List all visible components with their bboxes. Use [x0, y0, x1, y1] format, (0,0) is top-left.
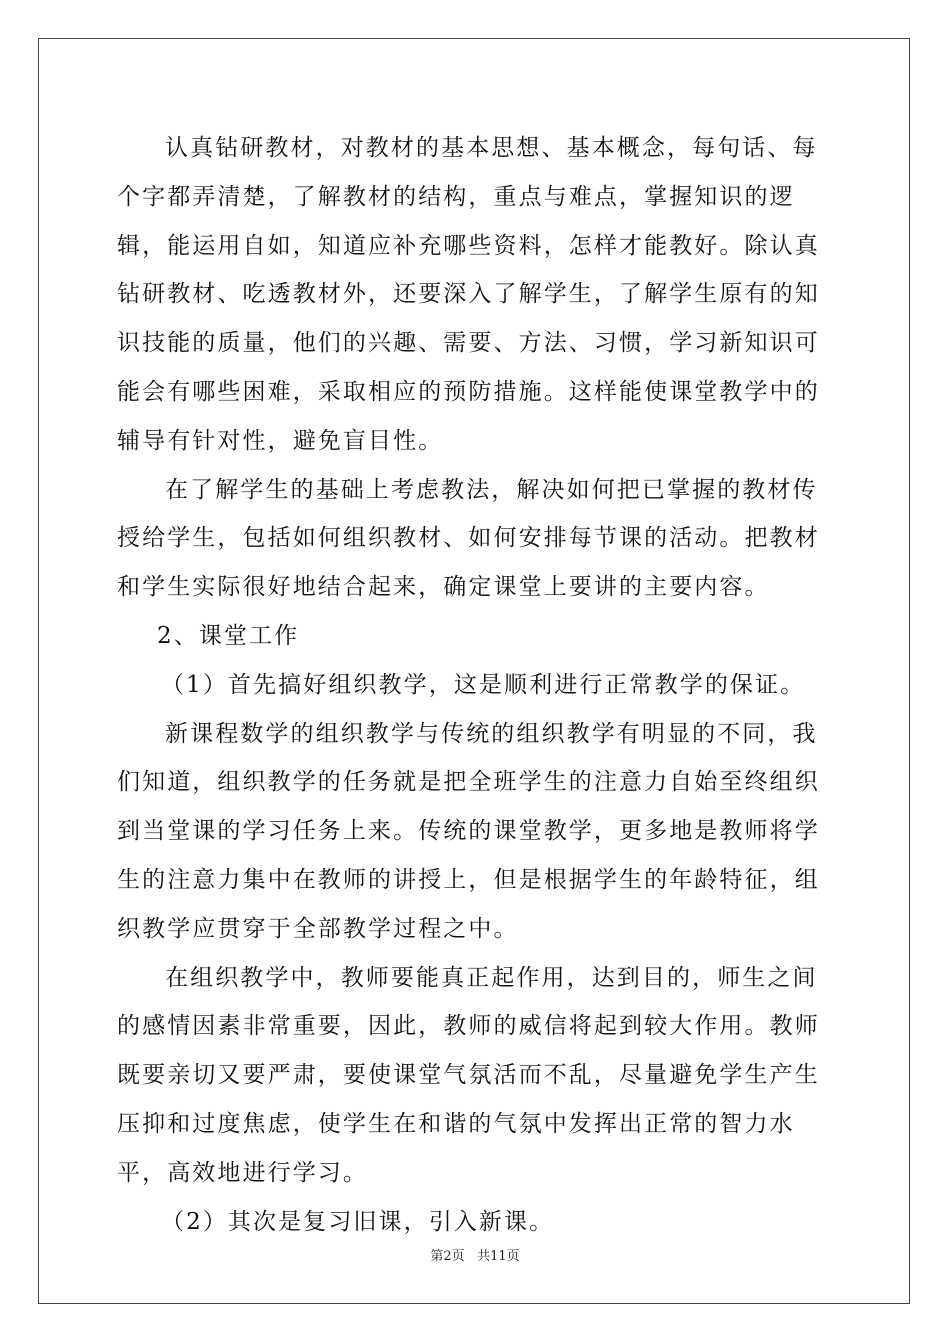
- paragraph-teaching-method: 在了解学生的基础上考虑教法，解决如何把已掌握的教材传授给学生，包括如何组织教材、如何安排每节课的活动。把教材和学生实际很好地结合起来，确定课堂上要讲的主要内容。: [117, 476, 820, 601]
- section-heading-classroom-work: 2、课堂工作: [157, 622, 300, 649]
- subheading-organize-teaching: （1）首先搞好组织教学，这是顺利进行正常教学的保证。: [161, 671, 806, 698]
- page-total: 共11页: [477, 1249, 520, 1264]
- page-number: 第2页: [430, 1249, 465, 1264]
- subheading-review-old-lesson: （2）其次是复习旧课，引入新课。: [161, 1208, 555, 1235]
- paragraph-study-textbook: 认真钻研教材，对教材的基本思想、基本概念，每句话、每个字都弄清楚，了解教材的结构，重点与难点，掌握知识的逻辑，能运用自如，知道应补充哪些资料，怎样才能教好。除认真钻研教材、吃透教材外，还要深入了解学生，了解学生原有的知识技能的质量，他们的兴趣、需要、方法、习惯，学习新知识可能会有哪些困难，采取相应的预防措施。这样能使课堂教学中的辅导有针对性，避免盲目性。: [117, 135, 820, 454]
- paragraph-new-curriculum: 新课程数学的组织教学与传统的组织教学有明显的不同，我们知道，组织教学的任务就是把全班学生的注意力自始至终组织到当堂课的学习任务上来。传统的课堂教学，更多地是教师将学生的注意力集中在教师的讲授上，但是根据学生的年龄特征，组织教学应贯穿于全部教学过程之中。: [117, 720, 820, 942]
- paragraph-emotional-factors: 在组织教学中，教师要能真正起作用，达到目的，师生之间的感情因素非常重要，因此，教师的威信将起到较大作用。教师既要亲切又要严肃，要使课堂气氛活而不乱，尽量避免学生产生压抑和过度焦虑，使学生在和谐的气氛中发挥出正常的智力水平，高效地进行学习。: [117, 964, 820, 1186]
- document-body: [117, 124, 837, 1246]
- page-footer: [0, 1245, 950, 1264]
